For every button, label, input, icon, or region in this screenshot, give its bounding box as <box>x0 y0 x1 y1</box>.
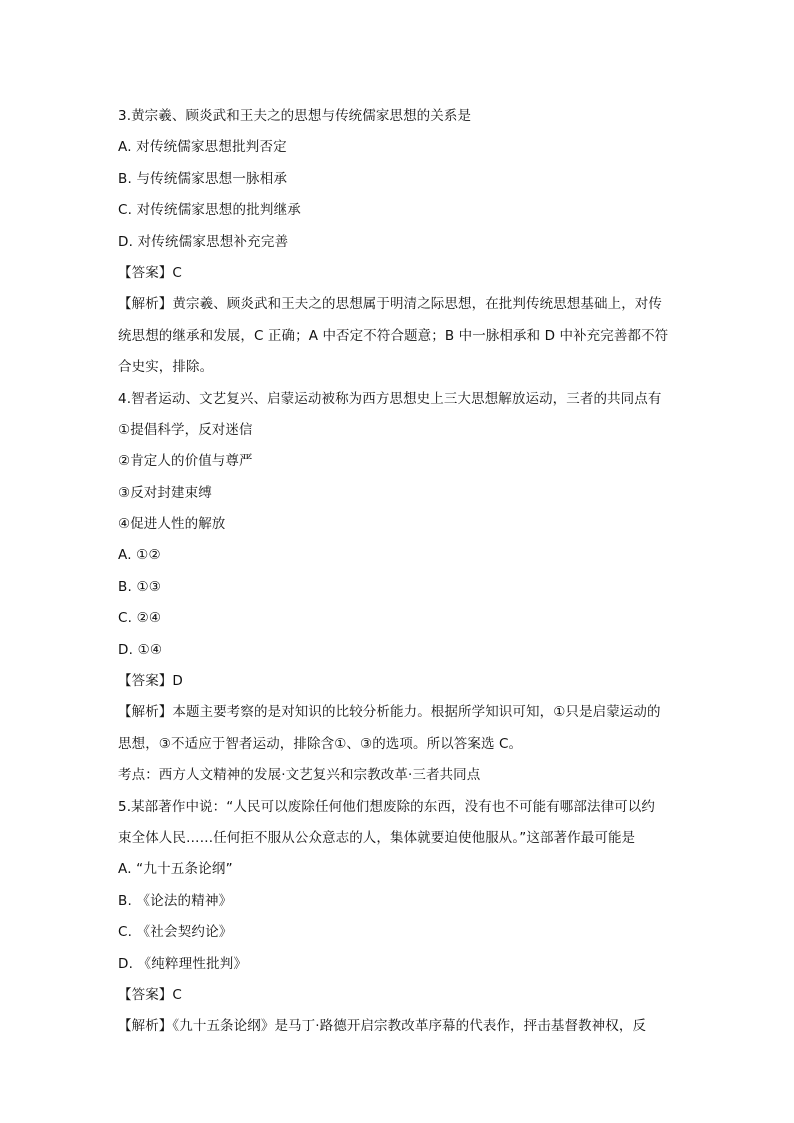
question-5-stem-line-2: 束全体人民……任何拒不服从公众意志的人，集体就要迫使他服从。”这部著作最可能是 <box>118 829 636 846</box>
question-5-analysis-line-1: 【解析】《九十五条论纲》是马丁·路德开启宗教改革序幕的代表作，抨击基督教神权，反 <box>118 1018 647 1035</box>
question-4-option-c: C. ②④ <box>118 610 162 627</box>
question-3-answer: 【答案】C <box>118 264 182 281</box>
question-3-analysis-line-1: 【解析】黄宗羲、顾炎武和王夫之的思想属于明清之际思想，在批判传统思想基础上，对传 <box>118 296 662 313</box>
question-4-option-a: A. ①② <box>118 547 161 564</box>
question-3-option-d: D. 对传统儒家思想补充完善 <box>118 233 289 250</box>
question-3-option-c: C. 对传统儒家思想的批判继承 <box>118 202 302 219</box>
question-3-option-a: A. 对传统儒家思想批判否定 <box>118 139 287 156</box>
question-5-option-a: A. “九十五条论纲” <box>118 861 233 878</box>
question-4-option-b: B. ①③ <box>118 578 162 595</box>
question-4-answer: 【答案】D <box>118 673 183 690</box>
question-4-analysis-line-2: 思想，③不适应于智者运动，排除含①、③的选项。所以答案选 C。 <box>118 735 523 752</box>
question-4-analysis-line-1: 【解析】本题主要考察的是对知识的比较分析能力。根据所学知识可知，①只是启蒙运动的 <box>118 704 661 721</box>
document-body <box>118 101 678 1043</box>
question-3-analysis-line-2: 统思想的继承和发展，C 正确；A 中否定不符合题意；B 中一脉相承和 D 中补充完善都不符 <box>118 327 669 344</box>
question-4-statement-3: ③反对封建束缚 <box>118 484 212 501</box>
question-4-option-d: D. ①④ <box>118 641 163 658</box>
question-3-stem: 3.黄宗羲、顾炎武和王夫之的思想与传统儒家思想的关系是 <box>118 108 472 124</box>
question-5-option-c: C. 《社会契约论》 <box>118 924 233 941</box>
question-5-option-d: D. 《纯粹理性批判》 <box>118 955 248 972</box>
question-4-stem: 4.智者运动、文艺复兴、启蒙运动被称为西方思想史上三大思想解放运动，三者的共同点有 <box>118 390 662 407</box>
question-3-analysis-line-3: 合史实，排除。 <box>118 359 214 376</box>
question-4-topic: 考点：西方人文精神的发展·文艺复兴和宗教改革·三者共同点 <box>118 767 481 784</box>
question-5-answer: 【答案】C <box>118 986 182 1003</box>
question-5-stem-line-1: 5.某部著作中说：“人民可以废除任何他们想废除的东西，没有也不可能有哪部法律可以约 <box>118 798 655 815</box>
question-4-statement-1: ①提倡科学，反对迷信 <box>118 421 253 438</box>
question-5-option-b: B. 《论法的精神》 <box>118 892 233 909</box>
question-4-statement-4: ④促进人性的解放 <box>118 516 226 533</box>
question-4-statement-2: ②肯定人的价值与尊严 <box>118 453 253 470</box>
question-3-option-b: B. 与传统儒家思想一脉相承 <box>118 170 288 187</box>
